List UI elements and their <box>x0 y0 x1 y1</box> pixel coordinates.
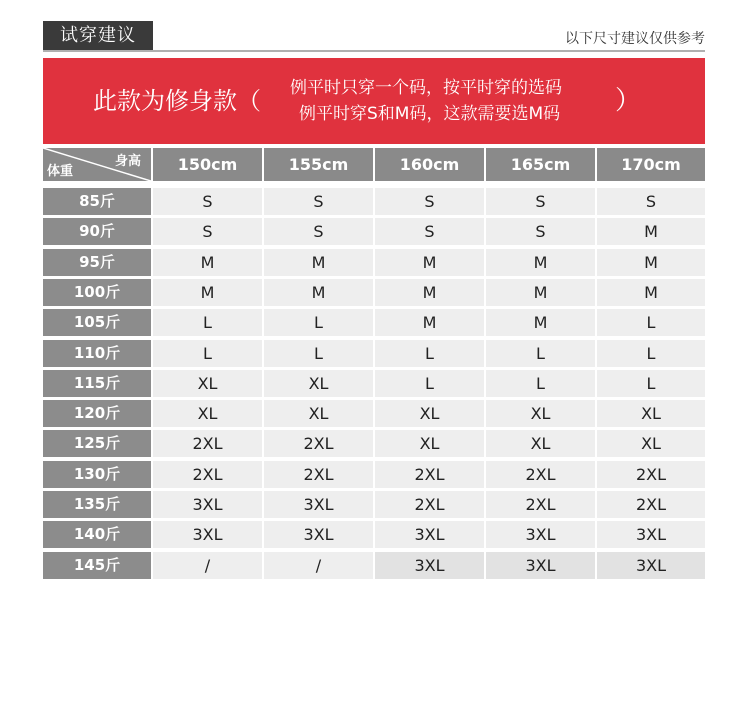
size-cell: 3XL <box>375 521 484 548</box>
corner-height-label: 身高 <box>114 154 141 169</box>
size-cell: XL <box>153 400 262 427</box>
page-title: 试穿建议 <box>43 21 153 51</box>
column-header-165cm: 165cm <box>486 148 595 181</box>
size-cell: S <box>486 218 595 245</box>
size-cell: M <box>486 249 595 276</box>
size-cell: XL <box>153 370 262 397</box>
size-cell: XL <box>264 370 373 397</box>
size-cell: 3XL <box>153 521 262 548</box>
row-label-weight: 105斤 <box>43 309 151 336</box>
size-cell: 2XL <box>486 491 595 518</box>
size-cell: 3XL <box>597 521 705 548</box>
title-divider <box>43 50 705 52</box>
size-cell: L <box>597 340 705 367</box>
size-cell: L <box>486 340 595 367</box>
size-cell: M <box>264 279 373 306</box>
size-cell: L <box>375 340 484 367</box>
size-cell: M <box>597 249 705 276</box>
banner-close-paren: ） <box>615 86 642 116</box>
size-cell: M <box>153 279 262 306</box>
disclaimer-note: 以下尺寸建议仅供参考 <box>565 31 705 47</box>
banner-line-2: 例平时穿S和M码，这款需要选M码 <box>299 104 561 124</box>
size-cell: 2XL <box>264 461 373 488</box>
size-cell: XL <box>486 400 595 427</box>
row-label-weight: 140斤 <box>43 521 151 548</box>
size-cell: M <box>375 309 484 336</box>
size-cell: L <box>597 309 705 336</box>
row-label-weight: 85斤 <box>43 188 151 215</box>
size-cell: 2XL <box>597 491 705 518</box>
size-cell: 2XL <box>153 461 262 488</box>
size-cell: S <box>264 188 373 215</box>
size-cell: M <box>486 279 595 306</box>
size-cell: M <box>264 249 373 276</box>
size-cell: S <box>264 218 373 245</box>
size-cell: 3XL <box>153 491 262 518</box>
size-cell: 3XL <box>486 521 595 548</box>
size-cell: S <box>486 188 595 215</box>
size-cell: / <box>153 552 262 579</box>
row-label-weight: 135斤 <box>43 491 151 518</box>
row-label-weight: 145斤 <box>43 552 151 579</box>
size-cell: XL <box>486 430 595 457</box>
size-cell: XL <box>264 400 373 427</box>
row-label-weight: 130斤 <box>43 461 151 488</box>
row-label-weight: 90斤 <box>43 218 151 245</box>
size-cell: M <box>153 249 262 276</box>
size-cell: S <box>153 218 262 245</box>
column-header-150cm: 150cm <box>153 148 262 181</box>
size-cell: S <box>597 188 705 215</box>
size-cell: M <box>597 279 705 306</box>
banner-line-1: 例平时只穿一个码，按平时穿的选码 <box>290 78 562 98</box>
size-cell: L <box>597 370 705 397</box>
size-cell: L <box>375 370 484 397</box>
size-cell: XL <box>375 430 484 457</box>
size-cell: 2XL <box>264 430 373 457</box>
size-cell: 3XL <box>597 552 705 579</box>
size-cell: L <box>153 309 262 336</box>
size-cell: 2XL <box>486 461 595 488</box>
size-cell: 2XL <box>597 461 705 488</box>
size-cell: M <box>597 218 705 245</box>
banner-main-text: 此款为修身款（ <box>93 87 261 115</box>
size-cell: S <box>375 218 484 245</box>
size-cell: 2XL <box>153 430 262 457</box>
size-cell: 3XL <box>264 521 373 548</box>
size-cell: XL <box>375 400 484 427</box>
row-label-weight: 125斤 <box>43 430 151 457</box>
fit-banner <box>43 58 705 144</box>
size-cell: L <box>486 370 595 397</box>
size-cell: L <box>264 309 373 336</box>
size-cell: 2XL <box>375 461 484 488</box>
size-cell: L <box>264 340 373 367</box>
size-cell: M <box>375 249 484 276</box>
size-cell: M <box>375 279 484 306</box>
size-cell: XL <box>597 400 705 427</box>
column-header-160cm: 160cm <box>375 148 484 181</box>
column-header-170cm: 170cm <box>597 148 705 181</box>
size-cell: S <box>153 188 262 215</box>
size-cell: M <box>486 309 595 336</box>
row-label-weight: 100斤 <box>43 279 151 306</box>
size-cell: XL <box>597 430 705 457</box>
column-header-155cm: 155cm <box>264 148 373 181</box>
size-cell: 3XL <box>486 552 595 579</box>
size-cell: 2XL <box>375 491 484 518</box>
size-cell: S <box>375 188 484 215</box>
table-corner-header <box>43 148 151 181</box>
row-label-weight: 120斤 <box>43 400 151 427</box>
size-cell: L <box>153 340 262 367</box>
row-label-weight: 95斤 <box>43 249 151 276</box>
size-cell: 3XL <box>264 491 373 518</box>
row-label-weight: 115斤 <box>43 370 151 397</box>
size-cell: 3XL <box>375 552 484 579</box>
corner-weight-label: 体重 <box>47 164 74 179</box>
row-label-weight: 110斤 <box>43 340 151 367</box>
size-cell: / <box>264 552 373 579</box>
